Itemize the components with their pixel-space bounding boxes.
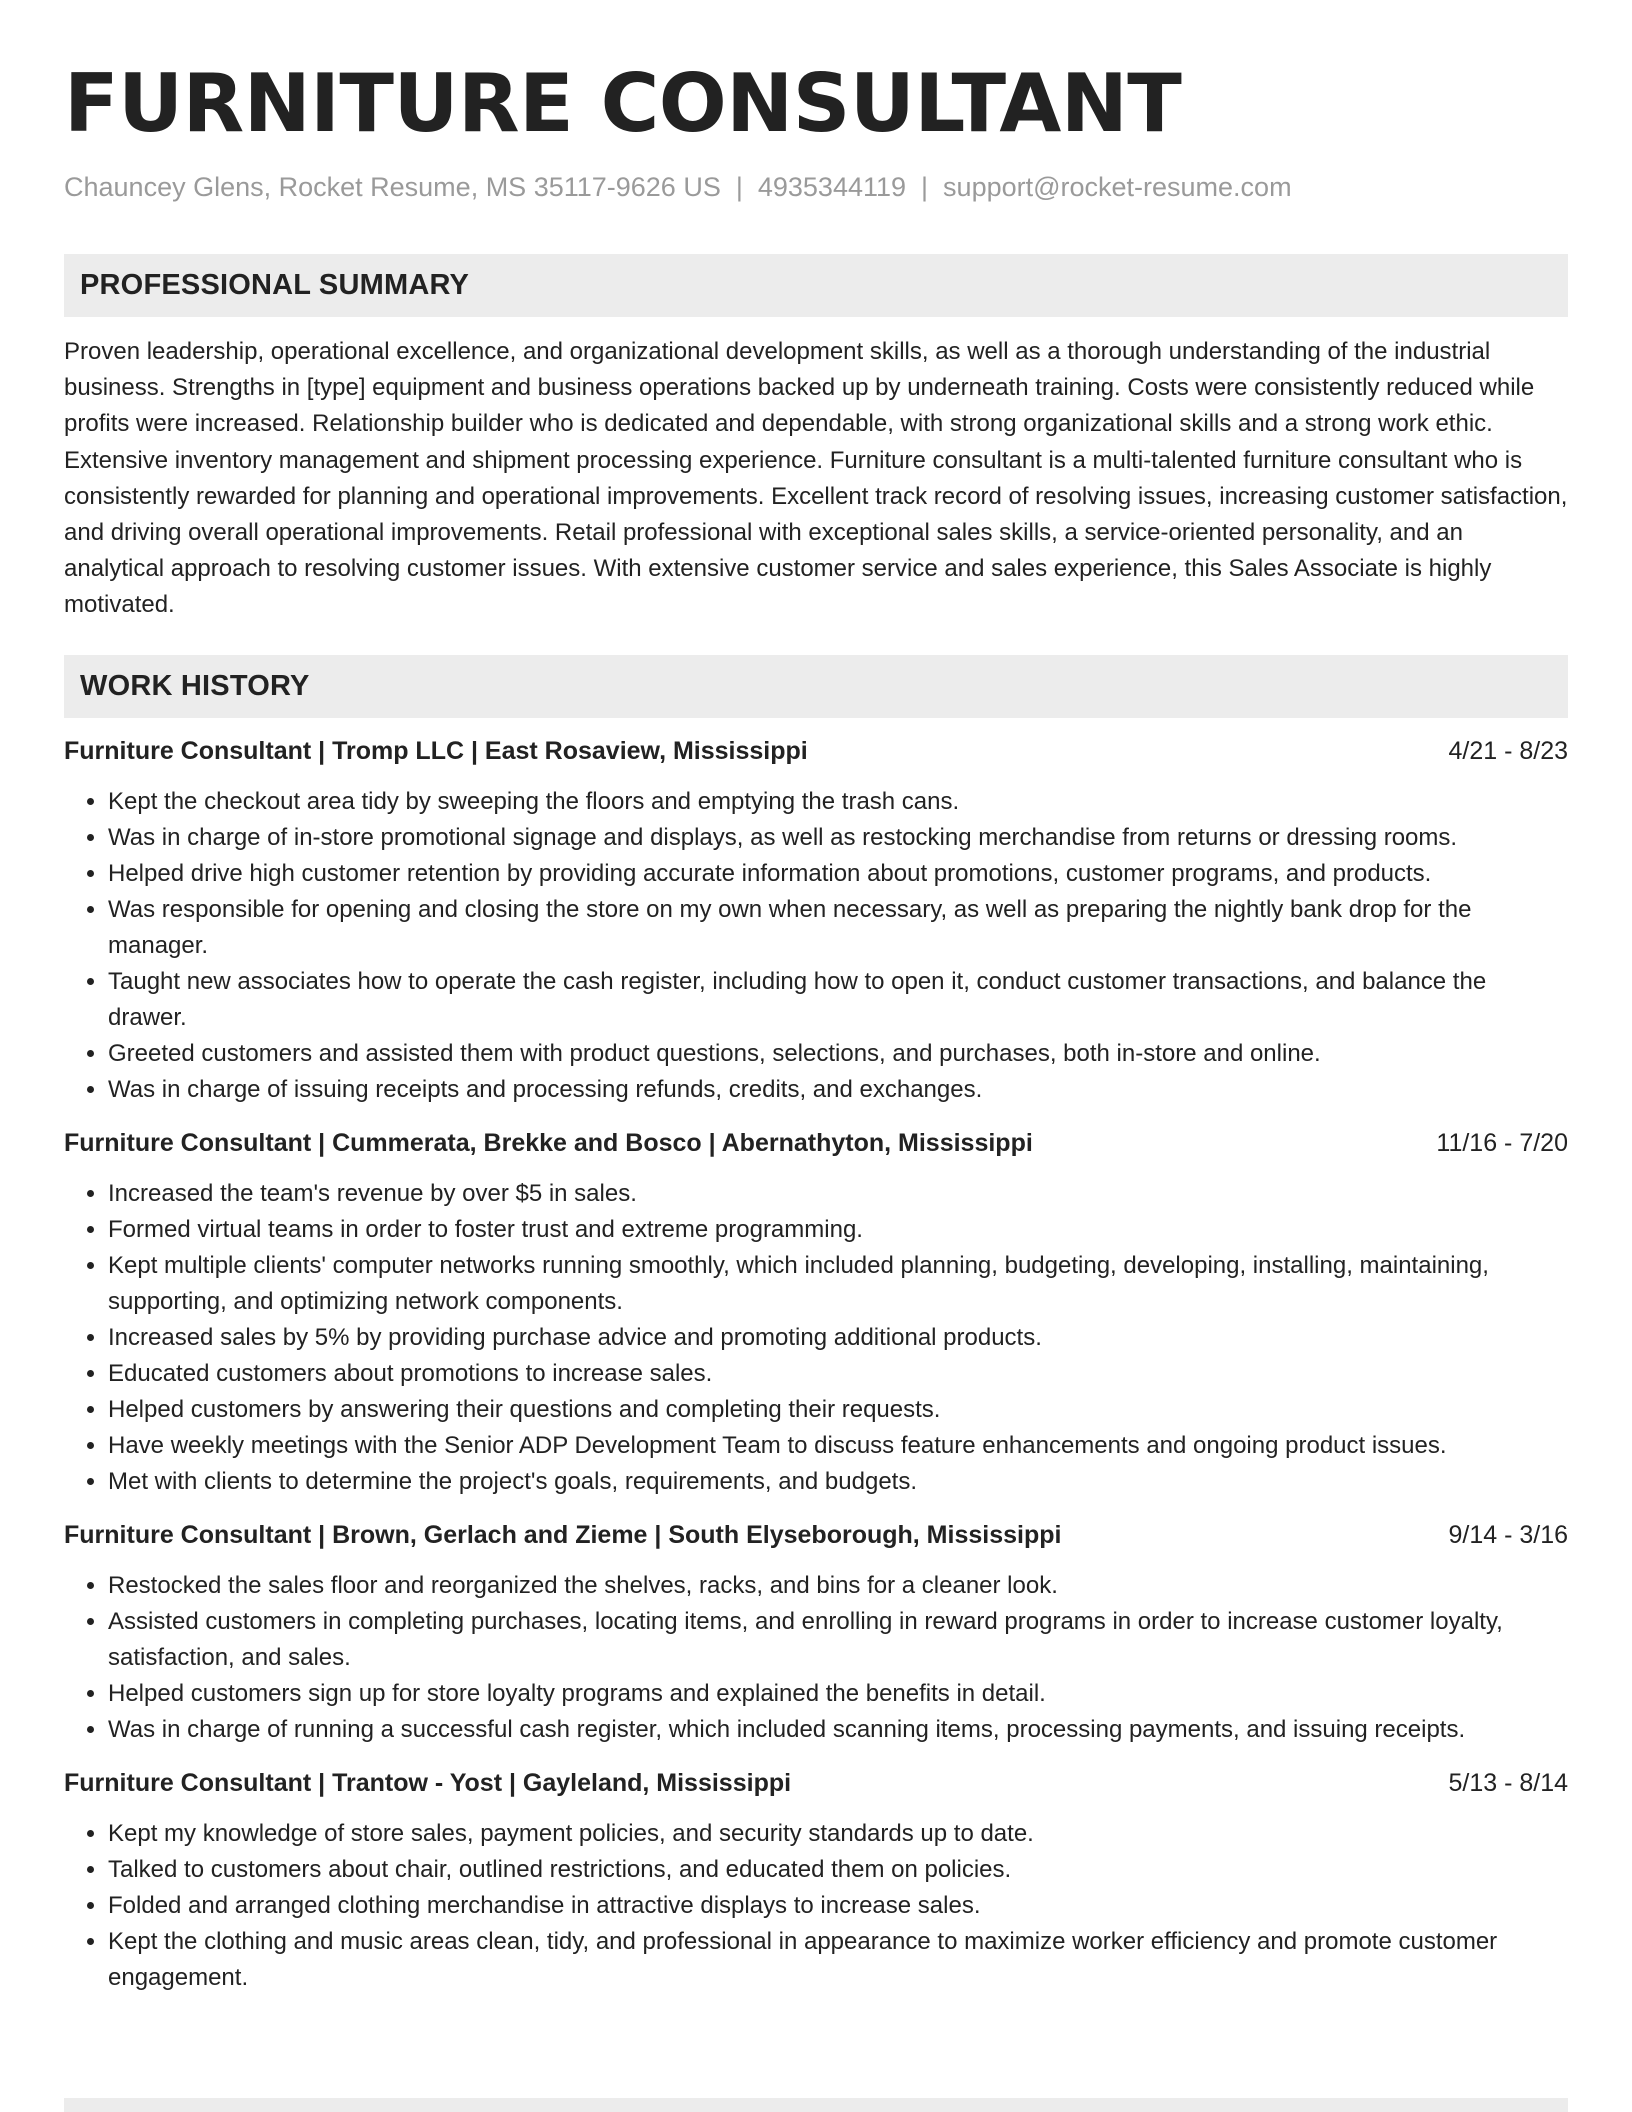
- list-item: • Restocked the sales floor and reorganized the shelves, racks, and bins for a cleaner look.: [108, 1568, 1568, 1604]
- job-entry: [64, 734, 1568, 1108]
- job-header: [64, 734, 1568, 768]
- job-title: Furniture Consultant | Brown, Gerlach and Zieme | South Elyseborough, Mississippi: [64, 1520, 1062, 1549]
- list-item: • Have weekly meetings with the Senior ADP Development Team to discuss feature enhancements and ongoing product issues.: [108, 1428, 1568, 1464]
- list-item: • Helped customers by answering their questions and completing their requests.: [108, 1392, 1568, 1428]
- summary-text: Proven leadership, operational excellence, and organizational development skills, as well as a thorough understanding of the industrial business. Strengths in [type] equipment and business operations backed up by underneath training. Costs were consistently reduced while profits were increased. Relationship builder who is dedicated and dependable, with strong organizational skills and a strong work ethic. Extensive inventory management and shipment processing experience. Furniture consultant is a multi-talented furniture consultant who is consistently rewarded for planning and operational improvements. Excellent track record of resolving issues, increasing customer satisfaction, and driving overall operational improvements. Retail professional with exceptional sales skills, a service-oriented personality, and an analytical approach to resolving customer issues. With extensive customer service and sales experience, this Sales Associate is highly motivated.: [64, 338, 1568, 619]
- contact-line: [64, 170, 1568, 204]
- job-title: Furniture Consultant | Tromp LLC | East Rosaview, Mississippi: [64, 736, 808, 765]
- job-header: [64, 1766, 1568, 1800]
- list-item: • Was in charge of issuing receipts and processing refunds, credits, and exchanges.: [108, 1072, 1568, 1108]
- job-dates: 4/21 - 8/23: [1448, 736, 1568, 765]
- contact-separator: |: [735, 172, 743, 202]
- job-title: Furniture Consultant | Cummerata, Brekke and Bosco | Abernathyton, Mississippi: [64, 1128, 1033, 1157]
- list-item: • Taught new associates how to operate the cash register, including how to open it, conduct customer transactions, and balance the drawer.: [108, 964, 1568, 1036]
- job-bullets: [64, 1816, 1568, 1996]
- job-bullets: [64, 1176, 1568, 1500]
- list-item: • Kept my knowledge of store sales, payment policies, and security standards up to date.: [108, 1816, 1568, 1852]
- section-header-summary: PROFESSIONAL SUMMARY: [64, 254, 1568, 317]
- list-item: • Folded and arranged clothing merchandise in attractive displays to increase sales.: [108, 1888, 1568, 1924]
- list-item: • Greeted customers and assisted them with product questions, selections, and purchases, both in-store and online.: [108, 1036, 1568, 1072]
- list-item: • Was in charge of running a successful cash register, which included scanning items, processing payments, and issuing receipts.: [108, 1712, 1568, 1748]
- list-item: • Helped drive high customer retention by providing accurate information about promotions, customer programs, and products.: [108, 856, 1568, 892]
- list-item: • Kept multiple clients' computer networks running smoothly, which included planning, budgeting, developing, installing, maintaining, supporting, and optimizing network components.: [108, 1248, 1568, 1320]
- contact-email: support@rocket-resume.com: [943, 172, 1292, 202]
- job-header: [64, 1126, 1568, 1160]
- list-item: • Formed virtual teams in order to foster trust and extreme programming.: [108, 1212, 1568, 1248]
- contact-address: Chauncey Glens, Rocket Resume, MS 35117-9626 US: [64, 172, 721, 202]
- job-dates: 9/14 - 3/16: [1448, 1520, 1568, 1549]
- job-header: [64, 1518, 1568, 1552]
- resume-title: FURNITURE CONSULTANT: [64, 57, 1182, 150]
- list-item: • Was in charge of in-store promotional signage and displays, as well as restocking merchandise from returns or dressing rooms.: [108, 820, 1568, 856]
- job-bullets: [64, 1568, 1568, 1748]
- list-item: • Kept the checkout area tidy by sweeping the floors and emptying the trash cans.: [108, 784, 1568, 820]
- list-item: • Met with clients to determine the project's goals, requirements, and budgets.: [108, 1464, 1568, 1500]
- list-item: • Increased sales by 5% by providing purchase advice and promoting additional products.: [108, 1320, 1568, 1356]
- job-entry: [64, 1126, 1568, 1500]
- list-item: • Talked to customers about chair, outlined restrictions, and educated them on policies.: [108, 1852, 1568, 1888]
- list-item: • Was responsible for opening and closing the store on my own when necessary, as well as preparing the nightly bank drop for the manager.: [108, 892, 1568, 964]
- list-item: • Educated customers about promotions to increase sales.: [108, 1356, 1568, 1392]
- next-section-header-band: [64, 2098, 1568, 2112]
- contact-separator: |: [921, 172, 929, 202]
- list-item: • Assisted customers in completing purchases, locating items, and enrolling in reward programs in order to increase customer loyalty, satisfaction, and sales.: [108, 1604, 1568, 1676]
- job-bullets: [64, 784, 1568, 1108]
- list-item: • Helped customers sign up for store loyalty programs and explained the benefits in detail.: [108, 1676, 1568, 1712]
- contact-phone: 4935344119: [757, 172, 907, 202]
- job-dates: 11/16 - 7/20: [1436, 1128, 1568, 1157]
- list-item: • Increased the team's revenue by over $5 in sales.: [108, 1176, 1568, 1212]
- job-dates: 5/13 - 8/14: [1448, 1768, 1568, 1797]
- section-header-work-history: WORK HISTORY: [64, 655, 1568, 718]
- job-entry: [64, 1766, 1568, 1996]
- job-entry: [64, 1518, 1568, 1748]
- job-title: Furniture Consultant | Trantow - Yost | Gayleland, Mississippi: [64, 1768, 792, 1797]
- list-item: • Kept the clothing and music areas clean, tidy, and professional in appearance to maximize worker efficiency and promote customer engagement.: [108, 1924, 1568, 1996]
